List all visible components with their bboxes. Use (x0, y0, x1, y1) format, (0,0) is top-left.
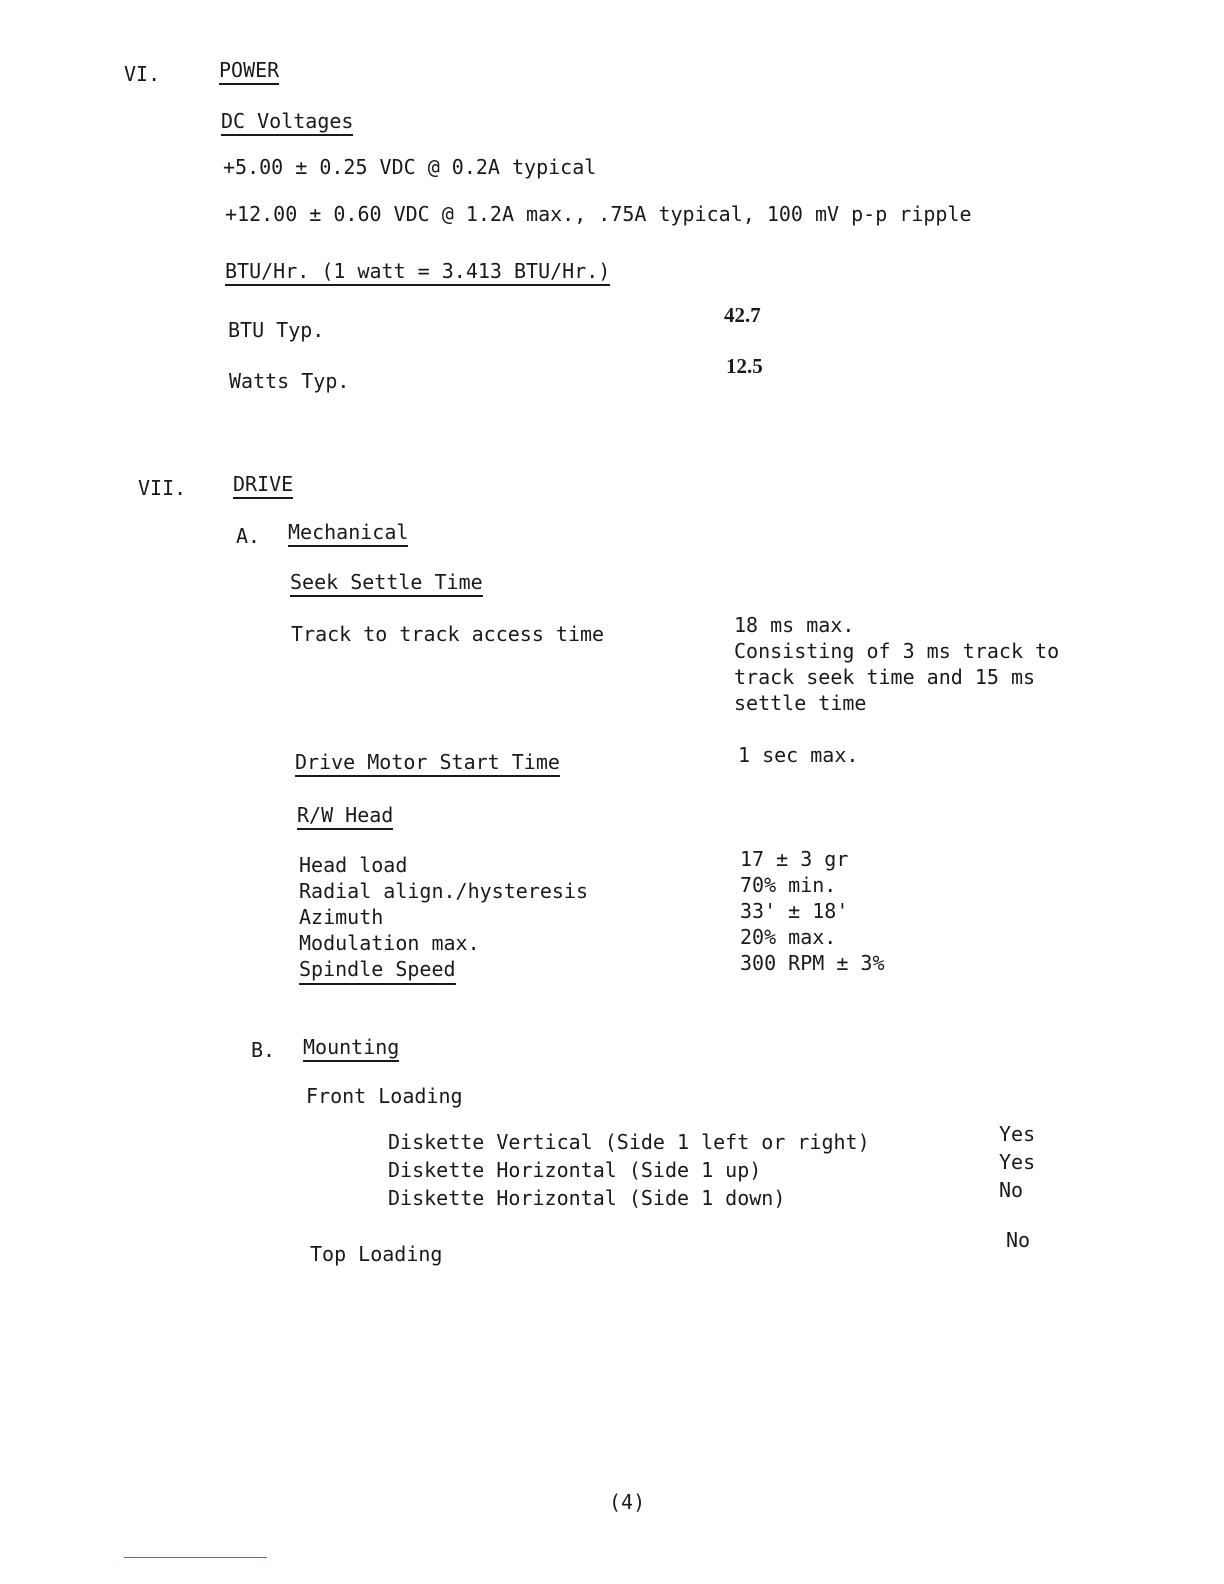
front-row-value: No (999, 1178, 1024, 1202)
head-row-label: Modulation max. (299, 931, 480, 955)
track-access-value (734, 612, 1059, 716)
track-value-line: track seek time and 15 ms (734, 665, 1036, 689)
footer-rule (124, 1557, 267, 1558)
front-row-value: Yes (999, 1150, 1036, 1174)
section-numeral-power: VI. (124, 62, 161, 86)
page-number: (4) (609, 1490, 646, 1514)
subsection-title-mounting: Mounting (303, 1037, 399, 1062)
track-value-line: Consisting of 3 ms track to (734, 639, 1060, 663)
track-access-label: Track to track access time (291, 622, 605, 646)
front-row-value: Yes (999, 1122, 1036, 1146)
top-loading-label: Top Loading (310, 1242, 443, 1266)
watts-typ-value: 12.5 (726, 354, 763, 378)
section-numeral-drive: VII. (138, 476, 187, 500)
front-loading-heading: Front Loading (306, 1084, 463, 1108)
front-loading-values (999, 1120, 1035, 1204)
subsection-title-mechanical: Mechanical (288, 522, 408, 547)
rw-head-values (740, 846, 885, 976)
dc-voltage-line-12v: +12.00 ± 0.60 VDC @ 1.2A max., .75A typical, 100 mV p-p ripple (225, 202, 972, 226)
front-row-label: Diskette Horizontal (Side 1 up) (388, 1158, 762, 1182)
motor-start-value: 1 sec max. (738, 743, 859, 767)
btu-typ-label: BTU Typ. (228, 318, 325, 342)
head-row-value: 17 ± 3 gr (740, 847, 849, 871)
head-row-value: 70% min. (740, 873, 837, 897)
btu-typ-value: 42.7 (724, 303, 761, 327)
head-row-label: Azimuth (299, 905, 384, 929)
head-row-label: Radial align./hysteresis (299, 879, 588, 903)
motor-start-heading: Drive Motor Start Time (295, 752, 560, 777)
track-value-line: 18 ms max. (734, 613, 855, 637)
front-loading-labels (388, 1128, 870, 1212)
subsection-letter-mechanical: A. (236, 524, 261, 548)
rw-head-heading: R/W Head (297, 805, 393, 830)
section-title-drive: DRIVE (233, 474, 293, 499)
head-row-value: 300 RPM ± 3% (740, 951, 885, 975)
rw-head-labels (299, 852, 588, 985)
seek-settle-heading: Seek Settle Time (290, 572, 483, 597)
btu-heading: BTU/Hr. (1 watt = 3.413 BTU/Hr.) (225, 261, 610, 286)
subsection-letter-mounting: B. (251, 1038, 276, 1062)
head-row-label: Head load (299, 853, 408, 877)
dc-voltage-line-5v: +5.00 ± 0.25 VDC @ 0.2A typical (223, 155, 597, 179)
top-loading-value: No (1006, 1228, 1031, 1252)
head-row-label: Spindle Speed (299, 956, 456, 985)
head-row-value: 33' ± 18' (740, 899, 849, 923)
track-value-line: settle time (734, 691, 867, 715)
watts-typ-label: Watts Typ. (229, 369, 350, 393)
head-row-value: 20% max. (740, 925, 837, 949)
dc-voltages-heading: DC Voltages (221, 111, 353, 136)
section-title-power: POWER (219, 60, 279, 85)
front-row-label: Diskette Horizontal (Side 1 down) (388, 1186, 786, 1210)
front-row-label: Diskette Vertical (Side 1 left or right) (388, 1130, 870, 1154)
